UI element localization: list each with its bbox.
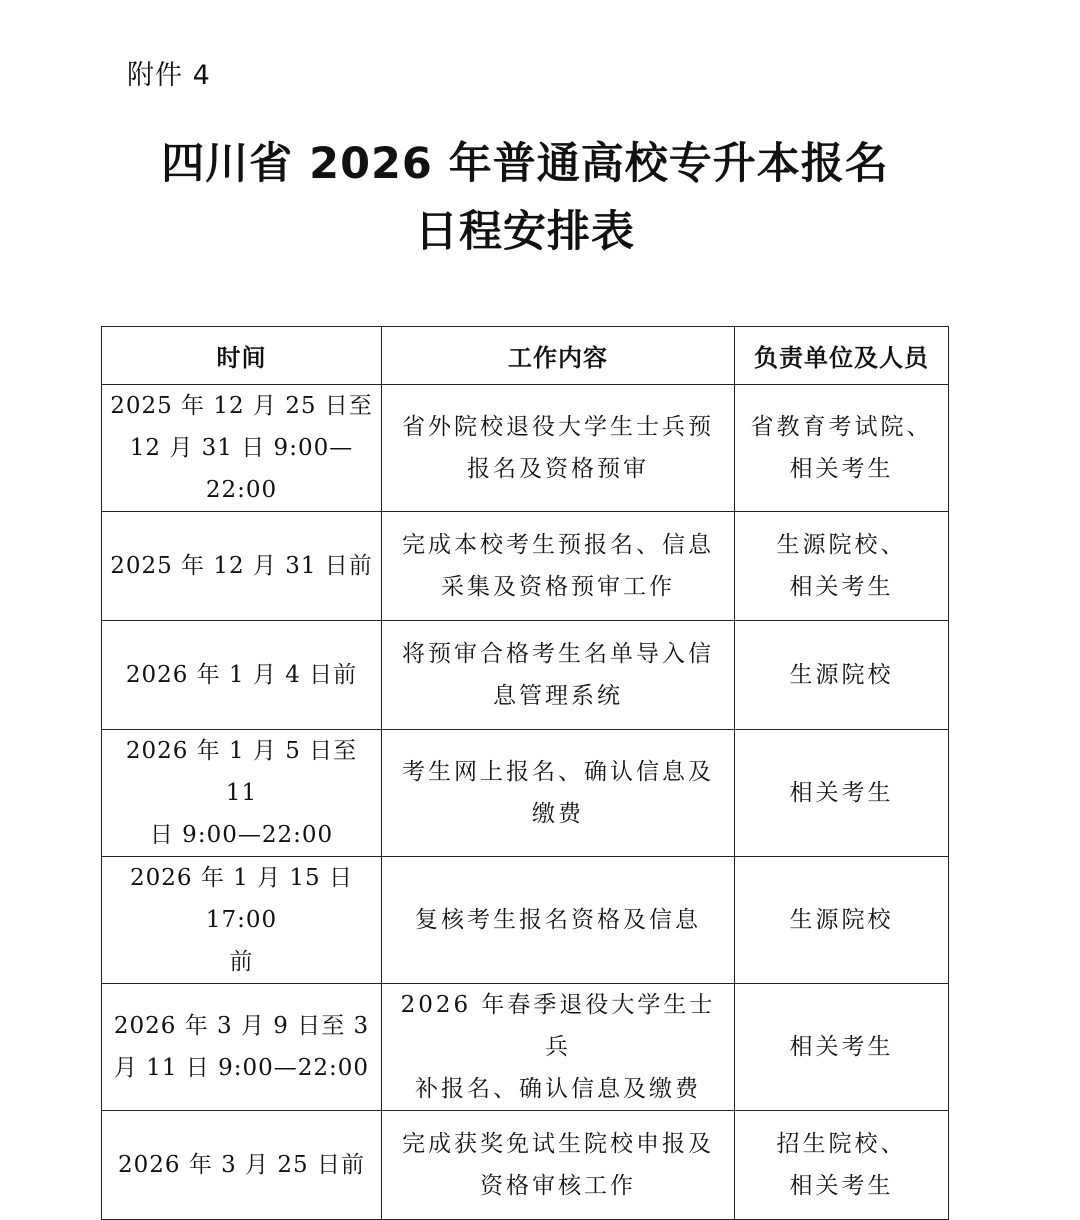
content-line: 资格审核工作 [480,1173,636,1199]
time-cell [102,385,382,512]
content-cell [382,385,735,512]
time-line: 2026 年 1 月 5 日至 11 [125,738,358,806]
responsible-cell [735,621,949,730]
time-line: 2026 年 3 月 25 日前 [118,1152,365,1178]
responsible-cell [735,385,949,512]
time-line: 日 9:00—22:00 [149,822,334,848]
time-cell [102,621,382,730]
responsible-line: 省教育考试院、 [750,414,933,440]
responsible-line: 相关考生 [789,574,894,600]
content-cell [382,984,735,1111]
content-line: 完成本校考生预报名、信息 [402,532,714,558]
content-line: 采集及资格预审工作 [441,574,675,600]
content-cell [382,857,735,984]
time-cell [102,512,382,621]
attachment-label: 附件 4 [127,60,211,91]
content-line: 缴费 [532,801,584,827]
content-line: 完成获奖免试生院校申报及 [402,1131,714,1157]
responsible-cell [735,857,949,984]
responsible-line: 招生院校、 [776,1131,907,1157]
time-line: 12 月 31 日 9:00—22:00 [129,435,354,503]
responsible-cell [735,984,949,1111]
responsible-line: 相关考生 [789,1034,894,1060]
time-line: 2025 年 12 月 31 日前 [110,553,373,579]
header-content: 工作内容 [382,327,735,385]
responsible-cell [735,512,949,621]
page-title-line-1: 四川省 2026 年普通高校专升本报名 [161,139,889,189]
content-line: 复核考生报名资格及信息 [415,907,701,933]
time-cell [102,984,382,1111]
content-cell [382,1111,735,1220]
responsible-cell [735,730,949,857]
time-line: 前 [229,949,254,975]
table-row [102,984,949,1111]
table-row [102,385,949,512]
responsible-line: 生源院校 [789,907,894,933]
table-row [102,1111,949,1220]
time-cell [102,730,382,857]
content-cell [382,730,735,857]
table-row [102,512,949,621]
time-cell [102,857,382,984]
time-line: 2026 年 1 月 15 日 17:00 [130,865,353,933]
table-row [102,730,949,857]
schedule-table [101,326,949,1220]
time-line: 2026 年 1 月 4 日前 [125,662,358,688]
table-row [102,621,949,730]
content-line: 省外院校退役大学生士兵预 [402,414,714,440]
responsible-line: 生源院校、 [776,532,907,558]
time-line: 2025 年 12 月 25 日至 [110,393,373,419]
content-line: 息管理系统 [493,683,623,709]
time-cell [102,1111,382,1220]
content-line: 2026 年春季退役大学生士兵 [400,992,716,1060]
page-title-line-2: 日程安排表 [415,207,635,257]
table-row [102,857,949,984]
time-line: 月 11 日 9:00—22:00 [113,1055,370,1081]
content-cell [382,512,735,621]
content-line: 将预审合格考生名单导入信 [402,641,714,667]
time-line: 2026 年 3 月 9 日至 3 [113,1013,370,1039]
responsible-line: 相关考生 [789,456,894,482]
content-cell [382,621,735,730]
responsible-cell [735,1111,949,1220]
header-responsible: 负责单位及人员 [735,327,949,385]
content-line: 补报名、确认信息及缴费 [415,1076,701,1102]
responsible-line: 相关考生 [789,1173,894,1199]
responsible-line: 相关考生 [789,780,894,806]
header-time: 时间 [102,327,382,385]
content-line: 考生网上报名、确认信息及 [402,759,714,785]
content-line: 报名及资格预审 [467,456,649,482]
responsible-line: 生源院校 [789,662,894,688]
table-header-row [102,327,949,385]
